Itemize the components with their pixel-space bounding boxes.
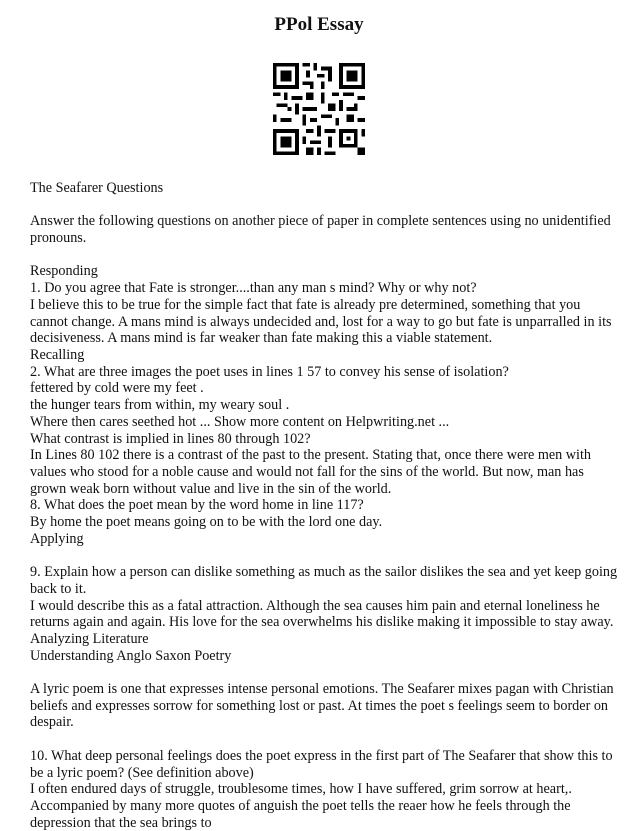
text-line: Analyzing Literature	[30, 630, 149, 647]
text-line: the hunger tears from within, my weary soul .	[30, 397, 290, 414]
text-line: What contrast is implied in lines 80 through 102?	[30, 430, 311, 447]
instructions: Answer the following questions on another piece of paper in complete sentences using no unidentified pronouns.	[30, 213, 611, 247]
text-line: 8. What does the poet mean by the word home in line 117?	[30, 497, 364, 514]
text-line: I often endured days of struggle, troublesome times, how I have suffered, grim sorrow at heart,. Accompanied by many more quotes of anguish the poet tells the reaer how he feels through the depression that the sea brings to	[30, 781, 572, 831]
text-line: Applying	[30, 530, 84, 547]
text-line: I believe this to be true for the simple fact that fate is already pre determined, something that you cannot change. A mans mind is always undecided and, lost for a way to go but fate is unparralled in its decisiveness. A mans mind is far weaker than fate making this a viable statement.	[30, 296, 612, 347]
text-line: I would describe this as a fatal attraction. Although the sea causes him pain and eternal loneliness he returns again and again. His love for the sea overwhelms his dislike making it impossible to stay away.	[30, 597, 614, 631]
section-title: The Seafarer Questions	[30, 180, 164, 196]
text-line: Responding	[30, 263, 98, 280]
lyric-paragraph: A lyric poem is one that expresses intense personal emotions. The Seafarer mixes pagan with Christian beliefs and expresses sorrow for something lost or past. At times the poet s feelings seem to border on despair.	[30, 681, 614, 731]
qr-code-icon	[273, 63, 365, 155]
text-line: Recalling	[30, 347, 85, 363]
text-line: 9. Explain how a person can dislike something as much as the sailor dislikes the sea and yet keep going back to it.	[30, 564, 618, 597]
text-line: 2. What are three images the poet uses in lines 1 57 to convey his sense of isolation?	[30, 363, 509, 380]
document-title: PPol Essay	[274, 14, 364, 35]
text-line: By home the poet means going on to be with the lord one day.	[30, 514, 383, 531]
text-line: 10. What deep personal feelings does the poet express in the first part of The Seafarer that show this to be a lyric poem? (See definition above)	[30, 747, 613, 781]
text-line: Where then cares seethed hot ... Show more content on Helpwriting.net ...	[30, 413, 450, 430]
text-line: 1. Do you agree that Fate is stronger....than any man s mind? Why or why not?	[30, 280, 477, 297]
text-line: fettered by cold were my feet .	[30, 380, 204, 397]
text-line: Understanding Anglo Saxon Poetry	[30, 647, 232, 664]
document-body	[30, 180, 620, 831]
text-line: In Lines 80 102 there is a contrast of the past to the present. Stating that, once there were men with values who stood for a noble cause and would not fall for the sins of the world. But now, man has grown weak born without value and live in the sin of the world.	[30, 447, 592, 497]
